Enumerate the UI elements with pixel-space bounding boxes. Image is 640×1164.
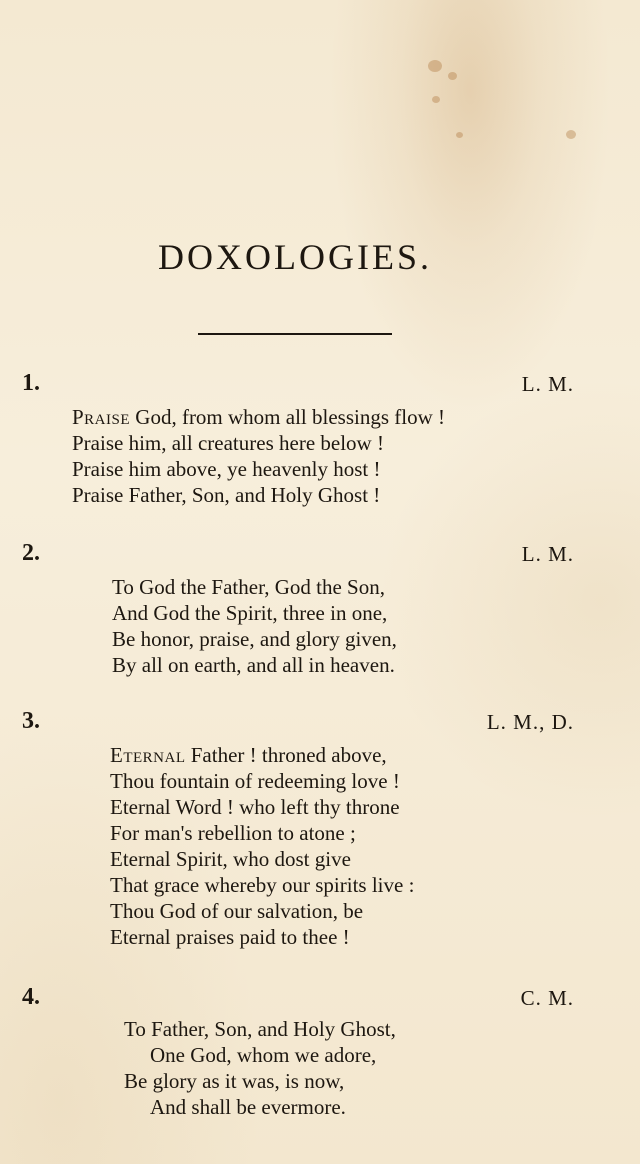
hymn-verse: [112, 574, 397, 678]
verse-line: Eternal Spirit, who dost give: [110, 847, 351, 871]
foxing-stain: [432, 96, 440, 103]
foxing-stain: [456, 132, 463, 138]
hymn-meter: L. M., D.: [486, 710, 574, 734]
verse-line: To Father, Son, and Holy Ghost,: [124, 1017, 396, 1041]
hymn-number: 3.: [22, 708, 40, 734]
hymn-meter: L. M.: [521, 542, 574, 566]
hymn-number: 2.: [22, 540, 40, 566]
hymn-meter: C. M.: [520, 986, 574, 1010]
page-title: DOXOLOGIES.: [158, 237, 432, 277]
verse-line: Be glory as it was, is now,: [124, 1069, 345, 1093]
verse-line: [72, 404, 445, 430]
verse-line: Praise him above, ye heavenly host !: [72, 457, 381, 481]
verse-line: One God, whom we adore,: [150, 1043, 377, 1067]
verse-line: And shall be evermore.: [150, 1095, 346, 1119]
hymn-meter: L. M.: [521, 372, 574, 396]
verse-line: Be honor, praise, and glory given,: [112, 627, 397, 651]
verse-line-rest: God, from whom all blessings flow !: [130, 405, 446, 429]
verse-line: Thou fountain of redeeming love !: [110, 769, 400, 793]
foxing-stain: [428, 60, 442, 72]
foxing-stain: [566, 130, 576, 139]
title-rule: [198, 333, 392, 335]
verse-line: To God the Father, God the Son,: [112, 575, 385, 599]
verse-line: Praise Father, Son, and Holy Ghost !: [72, 483, 381, 507]
drop-word: Eternal: [110, 743, 186, 767]
verse-line-rest: Father ! throned above,: [185, 743, 387, 767]
hymn-number: 4.: [22, 984, 40, 1010]
verse-line: For man's rebellion to atone ;: [110, 821, 356, 845]
verse-line: That grace whereby our spirits live :: [110, 873, 415, 897]
verse-line: [110, 742, 414, 768]
verse-line: Eternal praises paid to thee !: [110, 925, 350, 949]
drop-word: Praise: [72, 405, 131, 429]
verse-line: By all on earth, and all in heaven.: [112, 653, 395, 677]
hymn-verse: [72, 404, 445, 508]
verse-line: And God the Spirit, three in one,: [112, 601, 388, 625]
hymn-verse: [110, 742, 414, 950]
verse-line: Thou God of our salvation, be: [110, 899, 364, 923]
verse-line: Eternal Word ! who left thy throne: [110, 795, 400, 819]
verse-line: Praise him, all creatures here below !: [72, 431, 384, 455]
hymn-number: 1.: [22, 370, 40, 396]
foxing-stain: [448, 72, 457, 80]
hymn-verse: [124, 1016, 396, 1120]
